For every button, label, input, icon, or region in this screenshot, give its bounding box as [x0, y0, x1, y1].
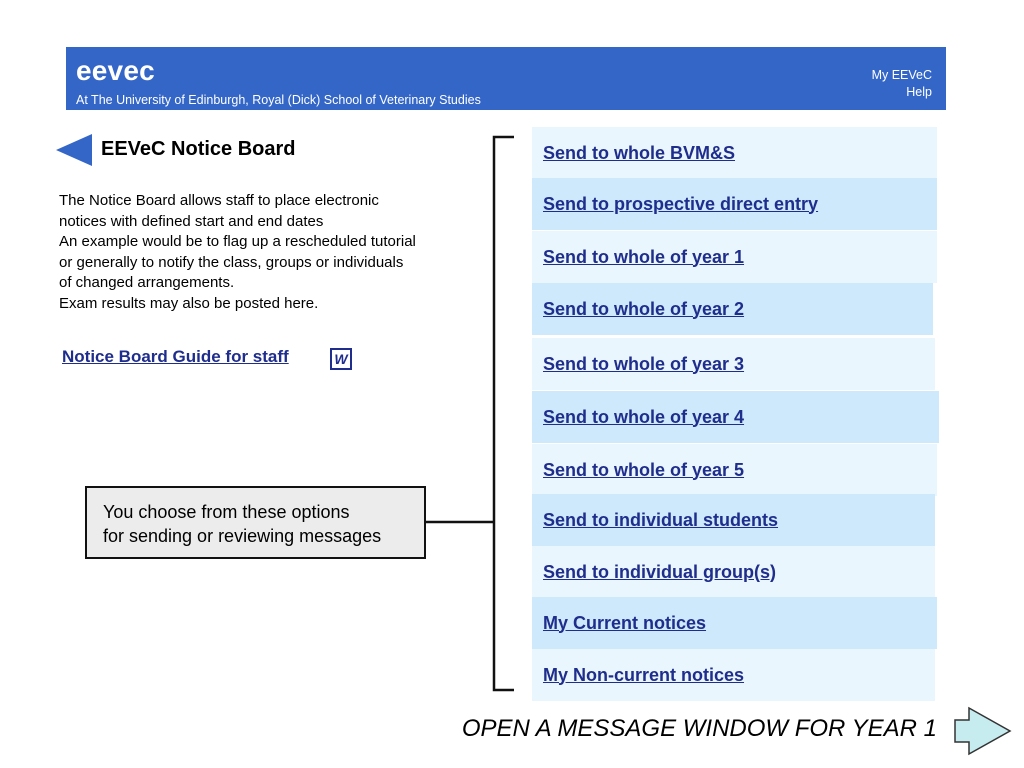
- description-line: Exam results may also be posted here.: [59, 294, 319, 312]
- back-arrow-icon[interactable]: [56, 134, 92, 166]
- callout-line: You choose from these options: [103, 502, 350, 522]
- page-title: EEVeC Notice Board: [101, 138, 296, 160]
- send-individual-groups-option[interactable]: Send to individual group(s): [532, 546, 935, 598]
- send-whole-bvms-option[interactable]: Send to whole BVM&S: [532, 127, 937, 179]
- send-individual-students-option[interactable]: Send to individual students: [532, 494, 935, 546]
- send-year-4-option[interactable]: Send to whole of year 4: [532, 391, 939, 443]
- send-year-5-option[interactable]: Send to whole of year 5: [532, 444, 937, 496]
- next-arrow-icon[interactable]: [953, 706, 1013, 756]
- instruction-text: OPEN A MESSAGE WINDOW FOR YEAR 1: [461, 715, 937, 742]
- send-prospective-direct-entry-option[interactable]: Send to prospective direct entry: [532, 178, 937, 230]
- description-text: [59, 191, 479, 314]
- header-banner: [66, 47, 946, 110]
- my-current-notices-option[interactable]: My Current notices: [532, 597, 937, 649]
- help-link[interactable]: Help: [906, 85, 932, 99]
- my-eevec-link[interactable]: My EEVeC: [871, 68, 932, 82]
- options-bracket: [424, 134, 520, 694]
- app-subtitle: At The University of Edinburgh, Royal (Dick) School of Veterinary Studies: [76, 93, 481, 107]
- word-document-icon[interactable]: W: [330, 348, 352, 370]
- app-title: eevec: [76, 55, 155, 86]
- description-line: notices with defined start and end dates: [59, 212, 324, 230]
- notice-board-guide-link[interactable]: Notice Board Guide for staff: [62, 347, 289, 366]
- options-callout: [85, 486, 426, 559]
- send-year-3-option[interactable]: Send to whole of year 3: [532, 338, 935, 390]
- header-links: [872, 67, 932, 101]
- description-line: An example would be to flag up a rescheduled tutorial: [59, 233, 416, 250]
- send-year-1-option[interactable]: Send to whole of year 1: [532, 231, 937, 283]
- description-line: or generally to notify the class, groups or individuals: [59, 253, 404, 271]
- send-year-2-option[interactable]: Send to whole of year 2: [532, 283, 933, 335]
- my-non-current-notices-option[interactable]: My Non-current notices: [532, 649, 935, 701]
- callout-line: for sending or reviewing messages: [103, 526, 382, 546]
- description-line: The Notice Board allows staff to place electronic: [59, 192, 379, 209]
- description-line: of changed arrangements.: [59, 274, 235, 291]
